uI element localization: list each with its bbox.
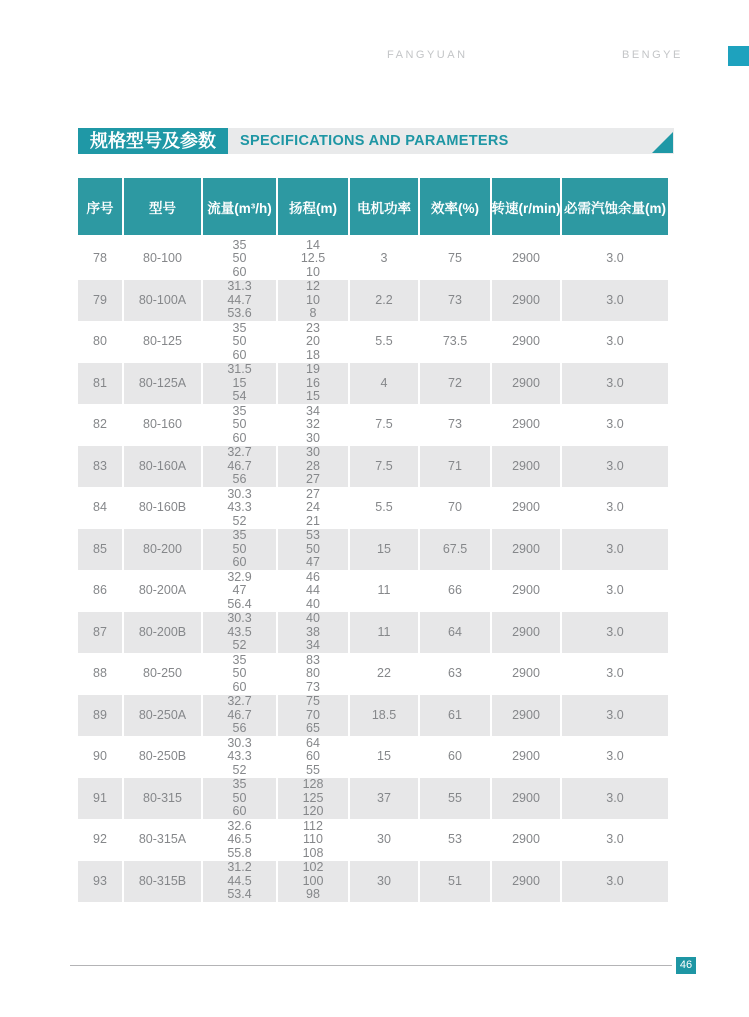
cell-speed: 2900 <box>492 570 562 612</box>
column-header: 扬程(m) <box>278 178 350 235</box>
cell-speed: 2900 <box>492 653 562 695</box>
table-row <box>78 404 668 446</box>
cell-motor-power: 5.5 <box>350 487 420 529</box>
cell-motor-power: 30 <box>350 861 420 903</box>
cell-head: 14 12.5 10 <box>278 238 350 280</box>
cell-head: 102 100 98 <box>278 861 350 903</box>
section-title-bar <box>228 128 674 154</box>
cell-npsh: 3.0 <box>606 666 624 680</box>
cell-efficiency: 60 <box>420 736 492 778</box>
cell-npsh: 3.0 <box>562 778 668 820</box>
cell-efficiency: 73 <box>420 404 492 446</box>
cell-speed: 2900 <box>492 529 562 571</box>
cell-speed: 2900 <box>492 861 562 903</box>
cell-speed: 2900 <box>492 736 562 778</box>
cell-head: 53 50 47 <box>278 529 350 571</box>
cell-flow-rate: 32.6 46.5 55.8 <box>203 819 278 861</box>
cell-flow-rate: 30.3 43.3 52 <box>203 736 278 778</box>
cell-head: 27 24 21 <box>278 487 350 529</box>
cell-flow-rate: 30.3 43.5 52 <box>203 612 278 654</box>
table-row <box>78 695 668 737</box>
cell-head: 34 32 30 <box>278 404 350 446</box>
cell-npsh: 3.0 <box>606 749 624 763</box>
specifications-table <box>78 178 668 902</box>
cell-npsh: 3.0 <box>562 695 668 737</box>
cell-head: 75 70 65 <box>278 695 350 737</box>
cell-motor-power: 15 <box>350 736 420 778</box>
cell-head: 19 16 15 <box>278 363 350 405</box>
column-header: 必需汽蚀余量(m) <box>562 178 668 235</box>
cell-npsh: 3.0 <box>606 832 624 846</box>
cell-model: 80-160B <box>124 487 203 529</box>
cell-model: 80-125A <box>124 363 203 405</box>
cell-model: 80-315B <box>124 861 203 903</box>
footer-divider-line <box>70 965 672 966</box>
cell-npsh: 3.0 <box>606 334 624 348</box>
table-row <box>78 612 668 654</box>
cell-efficiency: 55 <box>420 778 492 820</box>
brand-text-fangyuan: FANGYUAN <box>387 49 468 61</box>
cell-efficiency: 61 <box>420 695 492 737</box>
cell-model: 80-315A <box>124 819 203 861</box>
cell-motor-power: 3 <box>350 238 420 280</box>
cell-npsh: 3.0 <box>562 363 668 405</box>
cell-motor-power: 7.5 <box>350 446 420 488</box>
cell-model: 80-200A <box>124 570 203 612</box>
cell-npsh: 3.0 <box>562 446 668 488</box>
cell-efficiency: 53 <box>420 819 492 861</box>
cell-serial-number: 84 <box>78 487 124 529</box>
corner-accent-square <box>728 46 749 66</box>
section-title <box>78 128 674 154</box>
cell-model: 80-100A <box>124 280 203 322</box>
cell-motor-power: 15 <box>350 529 420 571</box>
cell-serial-number: 82 <box>78 404 124 446</box>
cell-speed: 2900 <box>492 404 562 446</box>
cell-npsh: 3.0 <box>562 280 668 322</box>
cell-efficiency: 75 <box>420 238 492 280</box>
table-header-row <box>78 178 668 235</box>
cell-serial-number: 90 <box>78 736 124 778</box>
cell-efficiency: 70 <box>420 487 492 529</box>
cell-speed: 2900 <box>492 819 562 861</box>
cell-speed: 2900 <box>492 446 562 488</box>
triangle-accent-icon <box>652 132 673 153</box>
table-row <box>78 446 668 488</box>
cell-head: 128 125 120 <box>278 778 350 820</box>
cell-motor-power: 18.5 <box>350 695 420 737</box>
cell-model: 80-125 <box>124 321 203 363</box>
cell-head: 23 20 18 <box>278 321 350 363</box>
cell-flow-rate: 32.9 47 56.4 <box>203 570 278 612</box>
cell-serial-number: 89 <box>78 695 124 737</box>
cell-serial-number: 78 <box>78 238 124 280</box>
cell-npsh: 3.0 <box>606 251 624 265</box>
cell-npsh: 3.0 <box>606 583 624 597</box>
cell-head: 46 44 40 <box>278 570 350 612</box>
cell-motor-power: 30 <box>350 819 420 861</box>
cell-efficiency: 66 <box>420 570 492 612</box>
cell-head: 112 110 108 <box>278 819 350 861</box>
cell-motor-power: 7.5 <box>350 404 420 446</box>
cell-serial-number: 93 <box>78 861 124 903</box>
table-row <box>78 778 668 820</box>
cell-speed: 2900 <box>492 280 562 322</box>
cell-npsh: 3.0 <box>562 861 668 903</box>
section-title-chinese: 规格型号及参数 <box>78 128 228 154</box>
table-row <box>78 819 668 861</box>
cell-efficiency: 72 <box>420 363 492 405</box>
cell-motor-power: 11 <box>350 570 420 612</box>
cell-efficiency: 67.5 <box>420 529 492 571</box>
cell-speed: 2900 <box>492 487 562 529</box>
cell-npsh: 3.0 <box>562 612 668 654</box>
cell-speed: 2900 <box>492 363 562 405</box>
cell-efficiency: 73.5 <box>420 321 492 363</box>
cell-motor-power: 37 <box>350 778 420 820</box>
cell-head: 40 38 34 <box>278 612 350 654</box>
table-row <box>78 280 668 322</box>
cell-speed: 2900 <box>492 238 562 280</box>
page-number-badge: 46 <box>676 957 696 974</box>
cell-head: 30 28 27 <box>278 446 350 488</box>
cell-speed: 2900 <box>492 612 562 654</box>
cell-flow-rate: 32.7 46.7 56 <box>203 695 278 737</box>
cell-flow-rate: 35 50 60 <box>203 653 278 695</box>
brand-text-bengye: BENGYE <box>622 49 683 61</box>
cell-model: 80-160A <box>124 446 203 488</box>
cell-flow-rate: 35 50 60 <box>203 778 278 820</box>
cell-model: 80-160 <box>124 404 203 446</box>
cell-motor-power: 4 <box>350 363 420 405</box>
cell-flow-rate: 35 50 60 <box>203 321 278 363</box>
cell-efficiency: 73 <box>420 280 492 322</box>
cell-flow-rate: 31.5 15 54 <box>203 363 278 405</box>
cell-flow-rate: 35 50 60 <box>203 529 278 571</box>
cell-speed: 2900 <box>492 321 562 363</box>
table-body <box>78 238 668 902</box>
cell-model: 80-200B <box>124 612 203 654</box>
section-title-english: SPECIFICATIONS AND PARAMETERS <box>240 133 509 149</box>
column-header: 序号 <box>78 178 124 235</box>
cell-motor-power: 11 <box>350 612 420 654</box>
cell-motor-power: 5.5 <box>350 321 420 363</box>
cell-head: 64 60 55 <box>278 736 350 778</box>
table-row <box>78 487 668 529</box>
column-header: 效率(%) <box>420 178 492 235</box>
cell-flow-rate: 35 50 60 <box>203 404 278 446</box>
cell-efficiency: 63 <box>420 653 492 695</box>
cell-flow-rate: 35 50 60 <box>203 238 278 280</box>
cell-model: 80-100 <box>124 238 203 280</box>
column-header: 型号 <box>124 178 203 235</box>
cell-model: 80-250A <box>124 695 203 737</box>
column-header: 转速(r/min) <box>492 178 562 235</box>
cell-serial-number: 92 <box>78 819 124 861</box>
table-row <box>78 653 668 695</box>
cell-npsh: 3.0 <box>606 417 624 431</box>
cell-efficiency: 71 <box>420 446 492 488</box>
table-row <box>78 238 668 280</box>
cell-flow-rate: 30.3 43.3 52 <box>203 487 278 529</box>
cell-serial-number: 88 <box>78 653 124 695</box>
cell-flow-rate: 31.3 44.7 53.6 <box>203 280 278 322</box>
cell-npsh: 3.0 <box>562 529 668 571</box>
table-row <box>78 570 668 612</box>
cell-serial-number: 87 <box>78 612 124 654</box>
cell-model: 80-315 <box>124 778 203 820</box>
cell-serial-number: 80 <box>78 321 124 363</box>
cell-speed: 2900 <box>492 778 562 820</box>
cell-efficiency: 64 <box>420 612 492 654</box>
table-row <box>78 861 668 903</box>
cell-flow-rate: 32.7 46.7 56 <box>203 446 278 488</box>
cell-serial-number: 85 <box>78 529 124 571</box>
table-row <box>78 736 668 778</box>
cell-serial-number: 86 <box>78 570 124 612</box>
cell-model: 80-200 <box>124 529 203 571</box>
cell-speed: 2900 <box>492 695 562 737</box>
table-row <box>78 363 668 405</box>
column-header: 流量(m³/h) <box>203 178 278 235</box>
cell-flow-rate: 31.2 44.5 53.4 <box>203 861 278 903</box>
table-row <box>78 529 668 571</box>
cell-efficiency: 51 <box>420 861 492 903</box>
cell-model: 80-250B <box>124 736 203 778</box>
cell-head: 83 80 73 <box>278 653 350 695</box>
cell-motor-power: 22 <box>350 653 420 695</box>
cell-serial-number: 79 <box>78 280 124 322</box>
cell-model: 80-250 <box>124 653 203 695</box>
cell-serial-number: 81 <box>78 363 124 405</box>
table-row <box>78 321 668 363</box>
column-header: 电机功率 <box>350 178 420 235</box>
cell-serial-number: 83 <box>78 446 124 488</box>
cell-head: 12 10 8 <box>278 280 350 322</box>
cell-motor-power: 2.2 <box>350 280 420 322</box>
cell-serial-number: 91 <box>78 778 124 820</box>
cell-npsh: 3.0 <box>606 500 624 514</box>
